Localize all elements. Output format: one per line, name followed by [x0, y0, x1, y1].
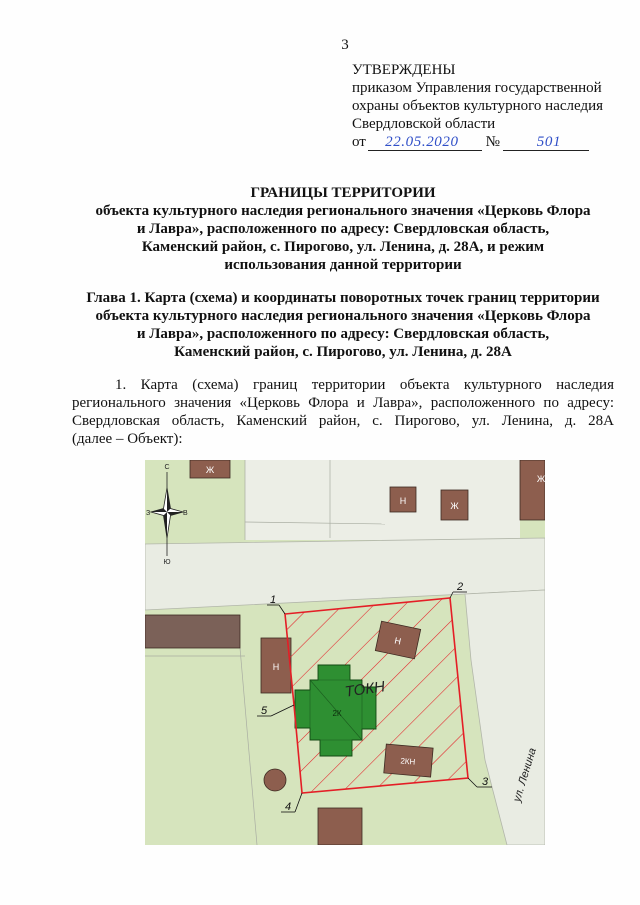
point-label-4: 4: [284, 801, 292, 813]
point-label-3: 3: [481, 776, 489, 788]
building-label: Ж: [536, 474, 545, 484]
title-line: Каменский район, с. Пирогово, ул. Ленина, д. 28А, и режим: [141, 239, 545, 255]
building-nonresidential-left: [261, 638, 291, 693]
zone-label: ТОКН: [343, 678, 387, 701]
building-nonresidential-top: [390, 487, 416, 512]
chapter-line: Каменский район, с. Пирогово, ул. Ленина, д. 28А: [174, 344, 512, 360]
compass-east-label: В: [183, 510, 188, 517]
building-residential-top: [441, 490, 468, 520]
title-line: объекта культурного наследия регионального значения «Церковь Флора: [95, 203, 591, 219]
building-left-long: [145, 615, 240, 648]
building-label: Н: [399, 496, 407, 506]
building-bottom: [318, 808, 362, 845]
building-label: 2КН: [400, 756, 416, 767]
building-2kn: [384, 744, 433, 777]
chapter-line: Глава 1. Карта (схема) и координаты поворотных точек границ территории: [86, 290, 600, 306]
church-label: 2К: [332, 709, 342, 718]
point-label-5: 5: [260, 705, 268, 717]
from-label: от: [352, 134, 366, 150]
document-title: [72, 184, 614, 274]
title-line: и Лавра», расположенного по адресу: Свердловская область,: [136, 221, 550, 237]
order-number-handwritten: 501: [503, 135, 589, 151]
chapter-line: объекта культурного наследия регионального значения «Церковь Флора: [95, 308, 591, 324]
building-label: Н: [393, 635, 403, 647]
building-residential-top-left: [190, 460, 230, 478]
page-number: 3: [341, 37, 349, 53]
compass-south-label: Ю: [163, 559, 171, 566]
map-parcel-area: [245, 460, 520, 540]
paragraph-line: Свердловская область, Каменский район, с. Пирогово, ул. Ленина, д. 28А: [72, 413, 614, 429]
title-heading: ГРАНИЦЫ ТЕРРИТОРИИ: [250, 185, 436, 201]
order-date-handwritten: 22.05.2020: [368, 135, 482, 151]
approval-heading: УТВЕРЖДЕНЫ: [352, 62, 456, 78]
paragraph-line: 1. Карта (схема) границ территории объекта культурного наследия: [115, 377, 614, 393]
approval-line: приказом Управления государственной: [352, 80, 602, 96]
building-residential-edge-right: [520, 460, 545, 520]
chapter-line: и Лавра», расположенного по адресу: Свердловская область,: [136, 326, 550, 342]
compass-north-label: С: [164, 464, 170, 471]
paragraph-line: регионального значения «Церковь Флора и Лавра», расположенного по адресу:: [72, 395, 614, 411]
street-label: ул. Ленина: [511, 746, 539, 804]
chapter-heading: [72, 289, 614, 361]
approval-line: Свердловской области: [352, 116, 496, 132]
building-label: Ж: [450, 501, 459, 511]
approval-date-row: [352, 133, 603, 151]
approval-block: [352, 61, 603, 151]
paragraph-1: [72, 376, 614, 448]
compass-west-label: З: [146, 510, 151, 517]
territory-boundary-map: [145, 460, 545, 845]
number-label: №: [485, 134, 500, 150]
building-label: Н: [272, 662, 280, 672]
point-label-2: 2: [456, 581, 464, 593]
paragraph-line: (далее – Объект):: [72, 431, 183, 447]
approval-line: охраны объектов культурного наследия: [352, 98, 604, 114]
point-label-1: 1: [269, 594, 277, 606]
title-line: использования данной территории: [224, 257, 462, 273]
round-structure: [264, 769, 286, 791]
building-label: Ж: [205, 465, 215, 475]
